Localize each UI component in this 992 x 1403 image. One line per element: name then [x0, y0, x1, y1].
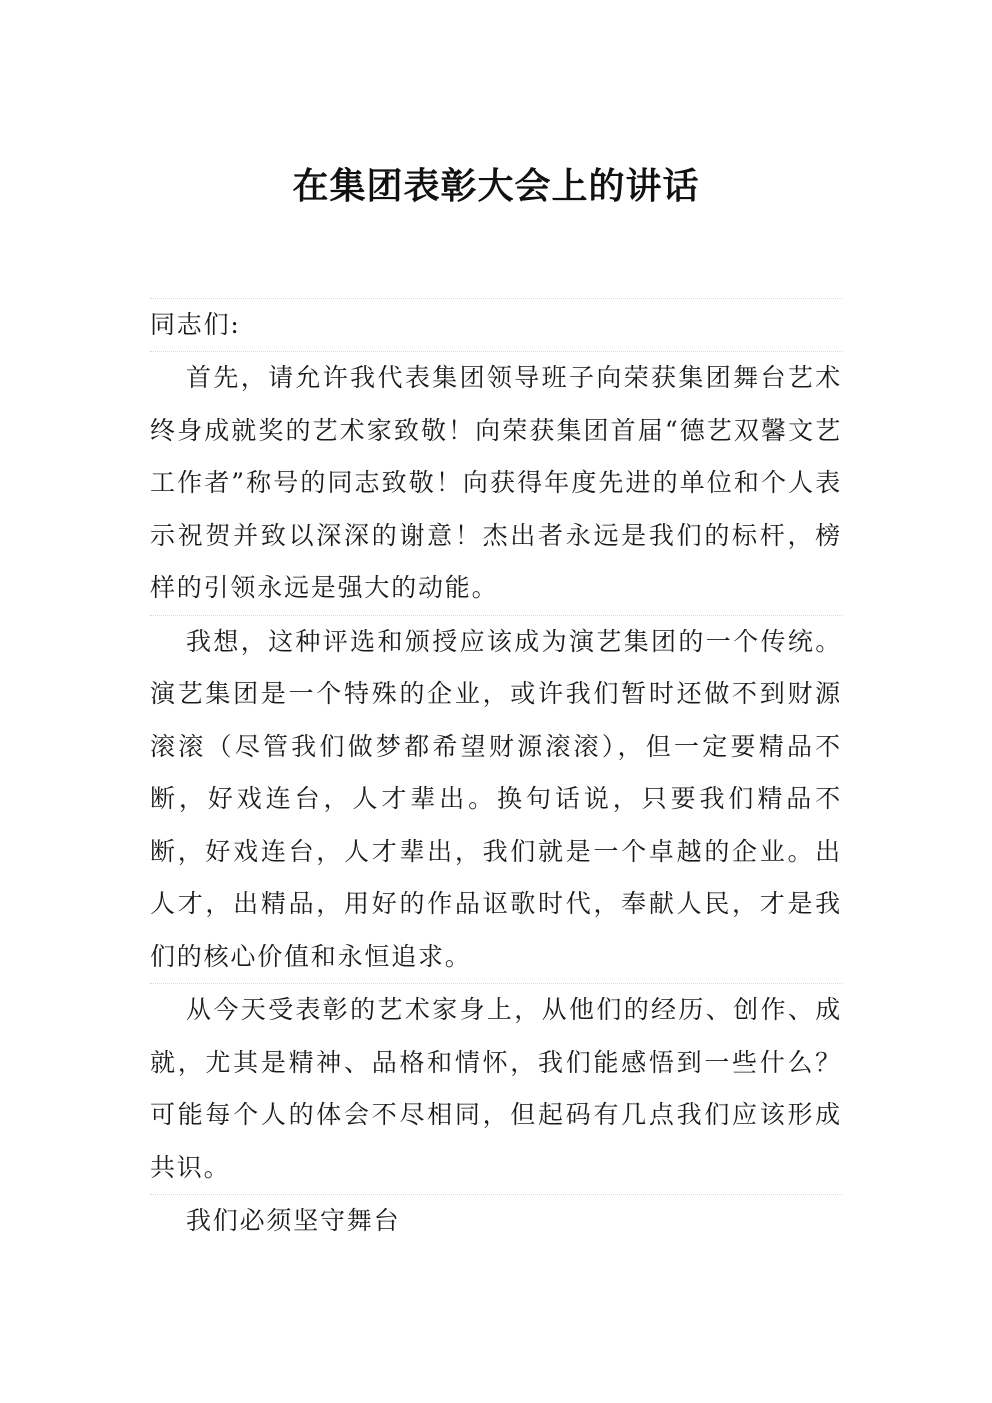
document-title: 在集团表彰大会上的讲话 — [292, 165, 700, 207]
paragraph: 我想，这种评选和颁授应该成为演艺集团的一个传统。演艺集团是一个特殊的企业，或许我们暂时还做不到财源滚滚（尽管我们做梦都希望财源滚滚），但一定要精品不断，好戏连台，人才辈出。换句话说，只要我们精品不断，好戏连台，人才辈出，我们就是一个卓越的企业。出人才，出精品，用好的作品讴歌时代，奉献人民，才是我们的核心价值和永恒追求。 — [150, 615, 842, 984]
paragraph: 首先，请允许我代表集团领导班子向荣获集团舞台艺术终身成就奖的艺术家致敬！向荣获集团首届“德艺双馨文艺工作者”称号的同志致敬！向获得年度先进的单位和个人表示祝贺并致以深深的谢意！杰出者永远是我们的标杆，榜样的引领永远是强大的动能。 — [150, 351, 842, 615]
document-body — [150, 298, 842, 1248]
salutation: 同志们: — [150, 298, 842, 351]
paragraph: 从今天受表彰的艺术家身上，从他们的经历、创作、成就，尤其是精神、品格和情怀，我们能感悟到一些什么？可能每个人的体会不尽相同，但起码有几点我们应该形成共识。 — [150, 983, 842, 1194]
section-heading: 我们必须坚守舞台 — [150, 1194, 842, 1248]
